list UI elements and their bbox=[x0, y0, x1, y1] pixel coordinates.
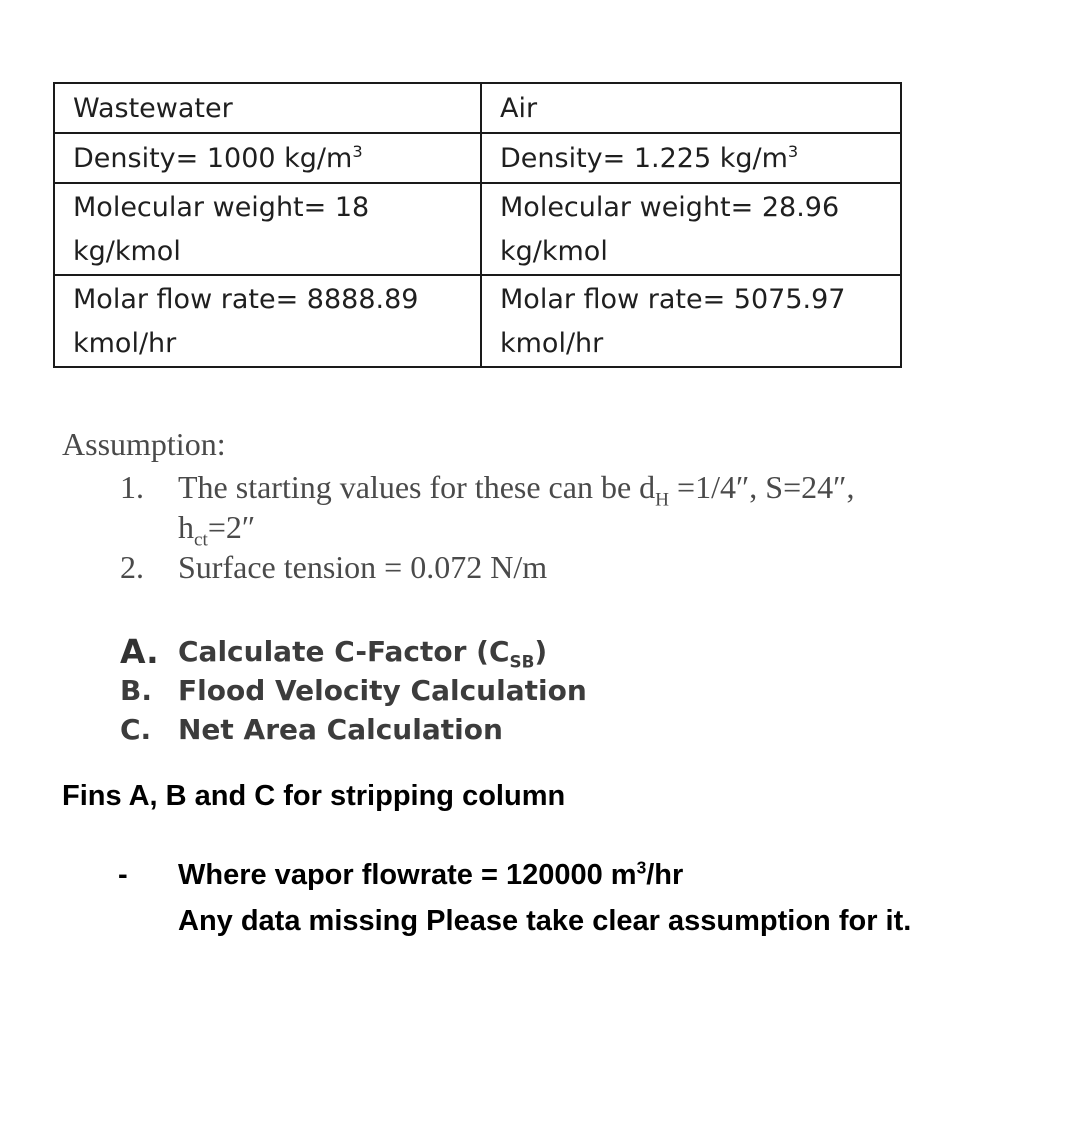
wastewater-molar-flow bbox=[54, 275, 481, 367]
task-letter: C. bbox=[120, 713, 152, 746]
vapor-flowrate-prefix: Where vapor flowrate = 120000 m bbox=[178, 859, 637, 891]
task-text bbox=[178, 632, 547, 671]
assumption-text bbox=[178, 467, 970, 551]
header-wastewater: Wastewater bbox=[54, 83, 481, 133]
wastewater-mw-line2: kg/kmol bbox=[73, 236, 181, 267]
hct-symbol: h bbox=[178, 509, 194, 545]
molar-flow-row bbox=[54, 275, 901, 367]
task-item bbox=[120, 632, 587, 671]
air-flow-line1: Molar flow rate= 5075.97 bbox=[500, 284, 846, 315]
density-row bbox=[54, 133, 901, 183]
assumption-list bbox=[120, 467, 970, 587]
dash-bullet: - bbox=[118, 859, 128, 891]
table-header-row bbox=[54, 83, 901, 133]
vapor-instruction bbox=[118, 852, 911, 944]
air-molecular-weight bbox=[481, 183, 901, 275]
wastewater-density bbox=[54, 133, 481, 183]
assumption-item bbox=[120, 547, 970, 587]
wastewater-molecular-weight bbox=[54, 183, 481, 275]
task-letter: A. bbox=[120, 632, 159, 671]
task-text: Flood Velocity Calculation bbox=[178, 674, 587, 707]
wastewater-density-text: Density= 1000 kg/m bbox=[73, 143, 353, 174]
starting-values-prefix: The starting values for these can be d bbox=[178, 469, 656, 505]
air-mw-line2: kg/kmol bbox=[500, 236, 608, 267]
dh-subscript: H bbox=[655, 489, 670, 511]
air-mw-line1: Molecular weight= 28.96 bbox=[500, 192, 840, 223]
vapor-exponent: 3 bbox=[636, 857, 647, 878]
task-text: Net Area Calculation bbox=[178, 713, 503, 746]
assumption-number: 1. bbox=[120, 469, 144, 505]
task-letter: B. bbox=[120, 674, 152, 707]
task-item bbox=[120, 671, 587, 710]
wastewater-flow-line2: kmol/hr bbox=[73, 328, 177, 359]
molecular-weight-row bbox=[54, 183, 901, 275]
csb-subscript: SB bbox=[509, 651, 535, 672]
task-list bbox=[120, 632, 587, 749]
assumption-text: Surface tension = 0.072 N/m bbox=[178, 549, 548, 585]
wastewater-mw-line1: Molecular weight= 18 bbox=[73, 192, 370, 223]
properties-table bbox=[53, 82, 902, 368]
header-air: Air bbox=[481, 83, 901, 133]
wastewater-density-exponent: 3 bbox=[352, 142, 363, 161]
task-item bbox=[120, 710, 587, 749]
hct-value: =2″ bbox=[207, 509, 256, 545]
wastewater-flow-line1: Molar flow rate= 8888.89 bbox=[73, 284, 419, 315]
air-flow-line2: kmol/hr bbox=[500, 328, 604, 359]
vapor-flowrate-line bbox=[178, 852, 911, 898]
air-density-text: Density= 1.225 kg/m bbox=[500, 143, 788, 174]
c-factor-close: ) bbox=[534, 635, 548, 668]
air-density-exponent: 3 bbox=[787, 142, 799, 161]
missing-data-note: Any data missing Please take clear assumption for it. bbox=[178, 905, 912, 937]
starting-values-middle: =1/4″, S=24″, bbox=[669, 469, 855, 505]
assumption-number: 2. bbox=[120, 549, 144, 585]
vapor-text-block bbox=[178, 852, 911, 944]
instruction-heading: Fins A, B and C for stripping column bbox=[62, 780, 566, 812]
air-molar-flow bbox=[481, 275, 901, 367]
air-density bbox=[481, 133, 901, 183]
vapor-flowrate-unit: /hr bbox=[646, 859, 684, 891]
hct-subscript: ct bbox=[194, 529, 208, 551]
c-factor-label: Calculate C-Factor (C bbox=[178, 635, 510, 668]
assumption-item bbox=[120, 467, 970, 551]
assumption-heading: Assumption: bbox=[62, 426, 226, 462]
